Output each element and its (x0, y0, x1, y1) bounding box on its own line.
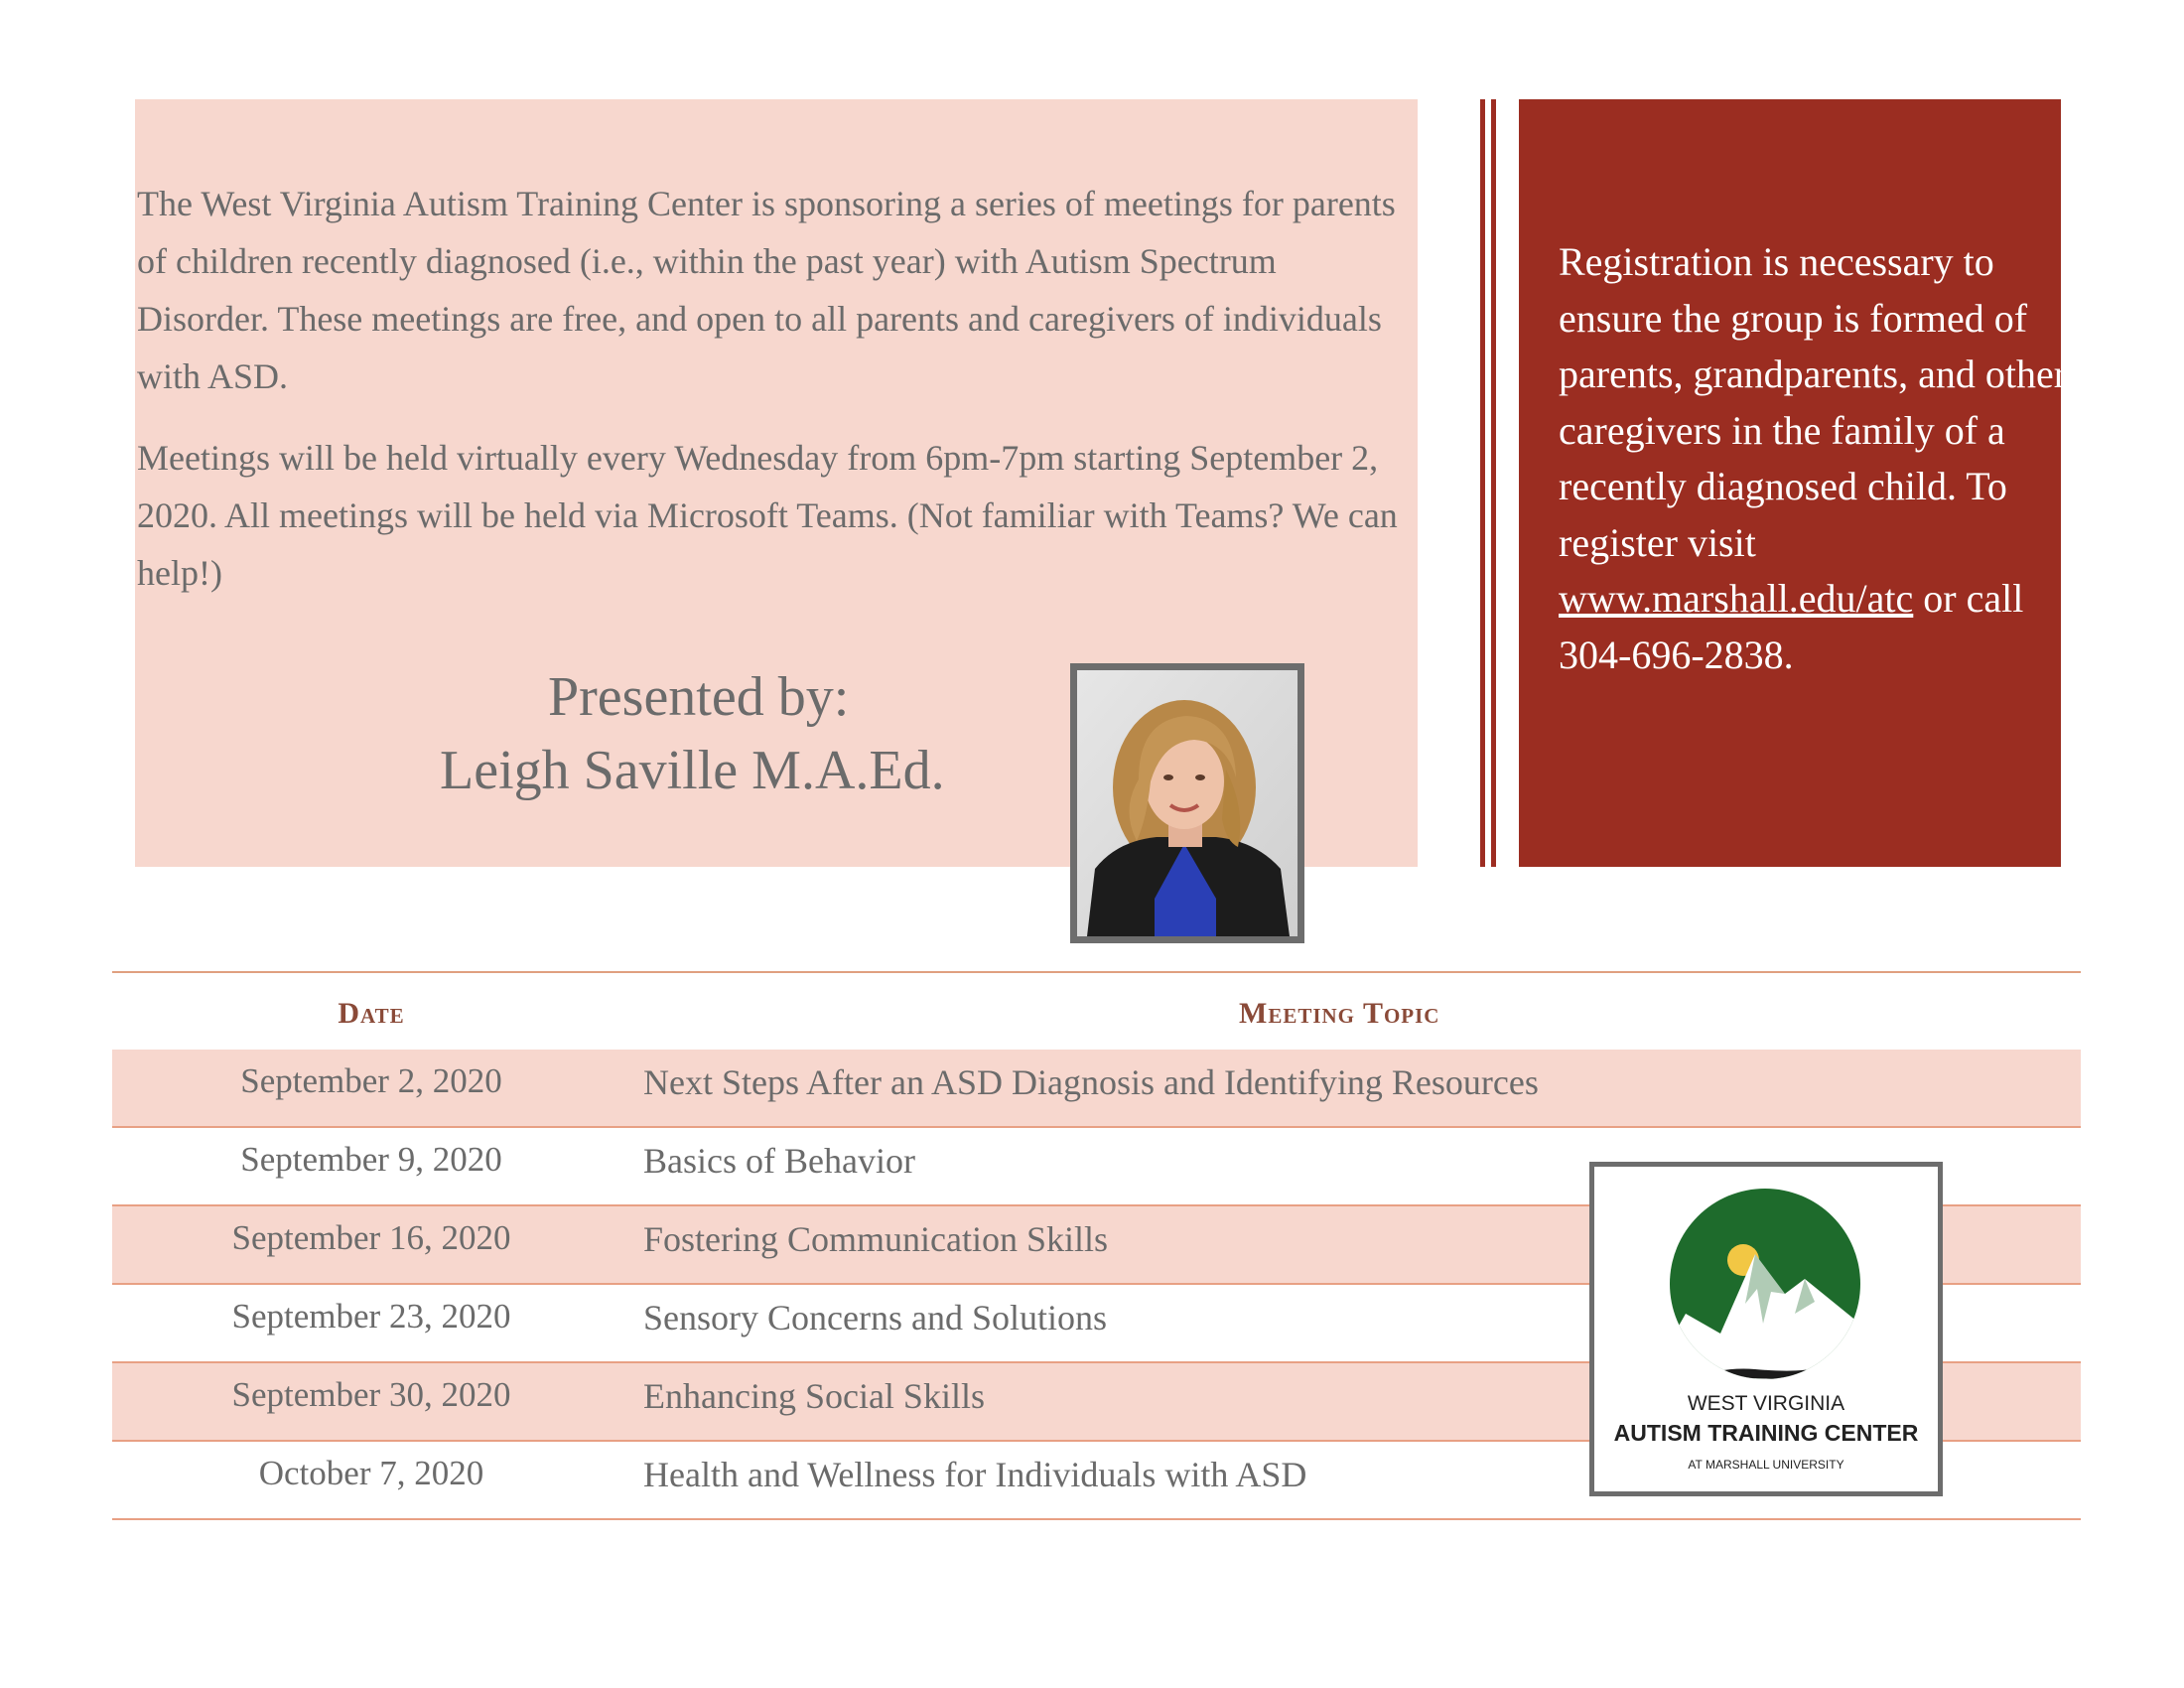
wv-atc-logo (1589, 1162, 1943, 1496)
row-date: October 7, 2020 (258, 1454, 484, 1492)
registration-intro-text: Registration is necessary to ensure the group is formed of parents, grandparents, and other caregivers in the family of a recently diagnosed child. To register visit (1559, 239, 2068, 565)
registration-phone-text: or call 304-696-2838. (1559, 576, 2024, 677)
registration-link[interactable]: www.marshall.edu/atc (1559, 576, 1914, 621)
row-date: September 23, 2020 (231, 1297, 511, 1336)
presenter-name: Leigh Saville M.A.Ed. (440, 740, 945, 801)
row-topic: Next Steps After an ASD Diagnosis and Identifying Resources (643, 1062, 1539, 1102)
row-date: September 16, 2020 (231, 1218, 511, 1257)
presented-by-label: Presented by: (548, 666, 850, 728)
mountain-logo-icon (1646, 1185, 1884, 1383)
intro-panel (135, 99, 1418, 867)
logo-state-text: WEST VIRGINIA (1687, 1392, 1845, 1415)
table-header (112, 971, 2081, 1050)
table-row (112, 1050, 2081, 1128)
divider-line (1491, 99, 1496, 867)
row-date: September 9, 2020 (240, 1140, 502, 1179)
column-header-topic: Meeting Topic (1239, 997, 1440, 1030)
logo-center-text: AUTISM TRAINING CENTER (1613, 1420, 1919, 1446)
logo-university-text: AT MARSHALL UNIVERSITY (1688, 1458, 1844, 1472)
row-topic: Fostering Communication Skills (643, 1219, 1109, 1259)
divider-line (1480, 99, 1485, 867)
row-date: September 30, 2020 (231, 1375, 511, 1414)
column-header-date: Date (338, 997, 405, 1030)
presenter-portrait-image (1077, 670, 1297, 936)
presenter-photo (1070, 663, 1304, 943)
registration-panel (1519, 99, 2068, 867)
row-topic: Health and Wellness for Individuals with ASD (643, 1455, 1307, 1494)
row-topic: Basics of Behavior (643, 1141, 915, 1181)
intro-paragraph-sponsor: The West Virginia Autism Training Center is sponsoring a series of meetings for parents of children recently diagnosed (i.e., within the past year) with Autism Spectrum Disorder. These meetings are free, and open to all parents and caregivers of individuals with ASD. (137, 184, 1396, 396)
row-topic: Enhancing Social Skills (643, 1376, 985, 1416)
row-date: September 2, 2020 (240, 1061, 502, 1100)
row-topic: Sensory Concerns and Solutions (643, 1298, 1107, 1337)
intro-paragraph-schedule: Meetings will be held virtually every Wednesday from 6pm-7pm starting September 2, 2020. All meetings will be held via Microsoft Teams. (Not familiar with Teams? We can help!) (137, 438, 1398, 593)
registration-text (1559, 234, 2075, 683)
